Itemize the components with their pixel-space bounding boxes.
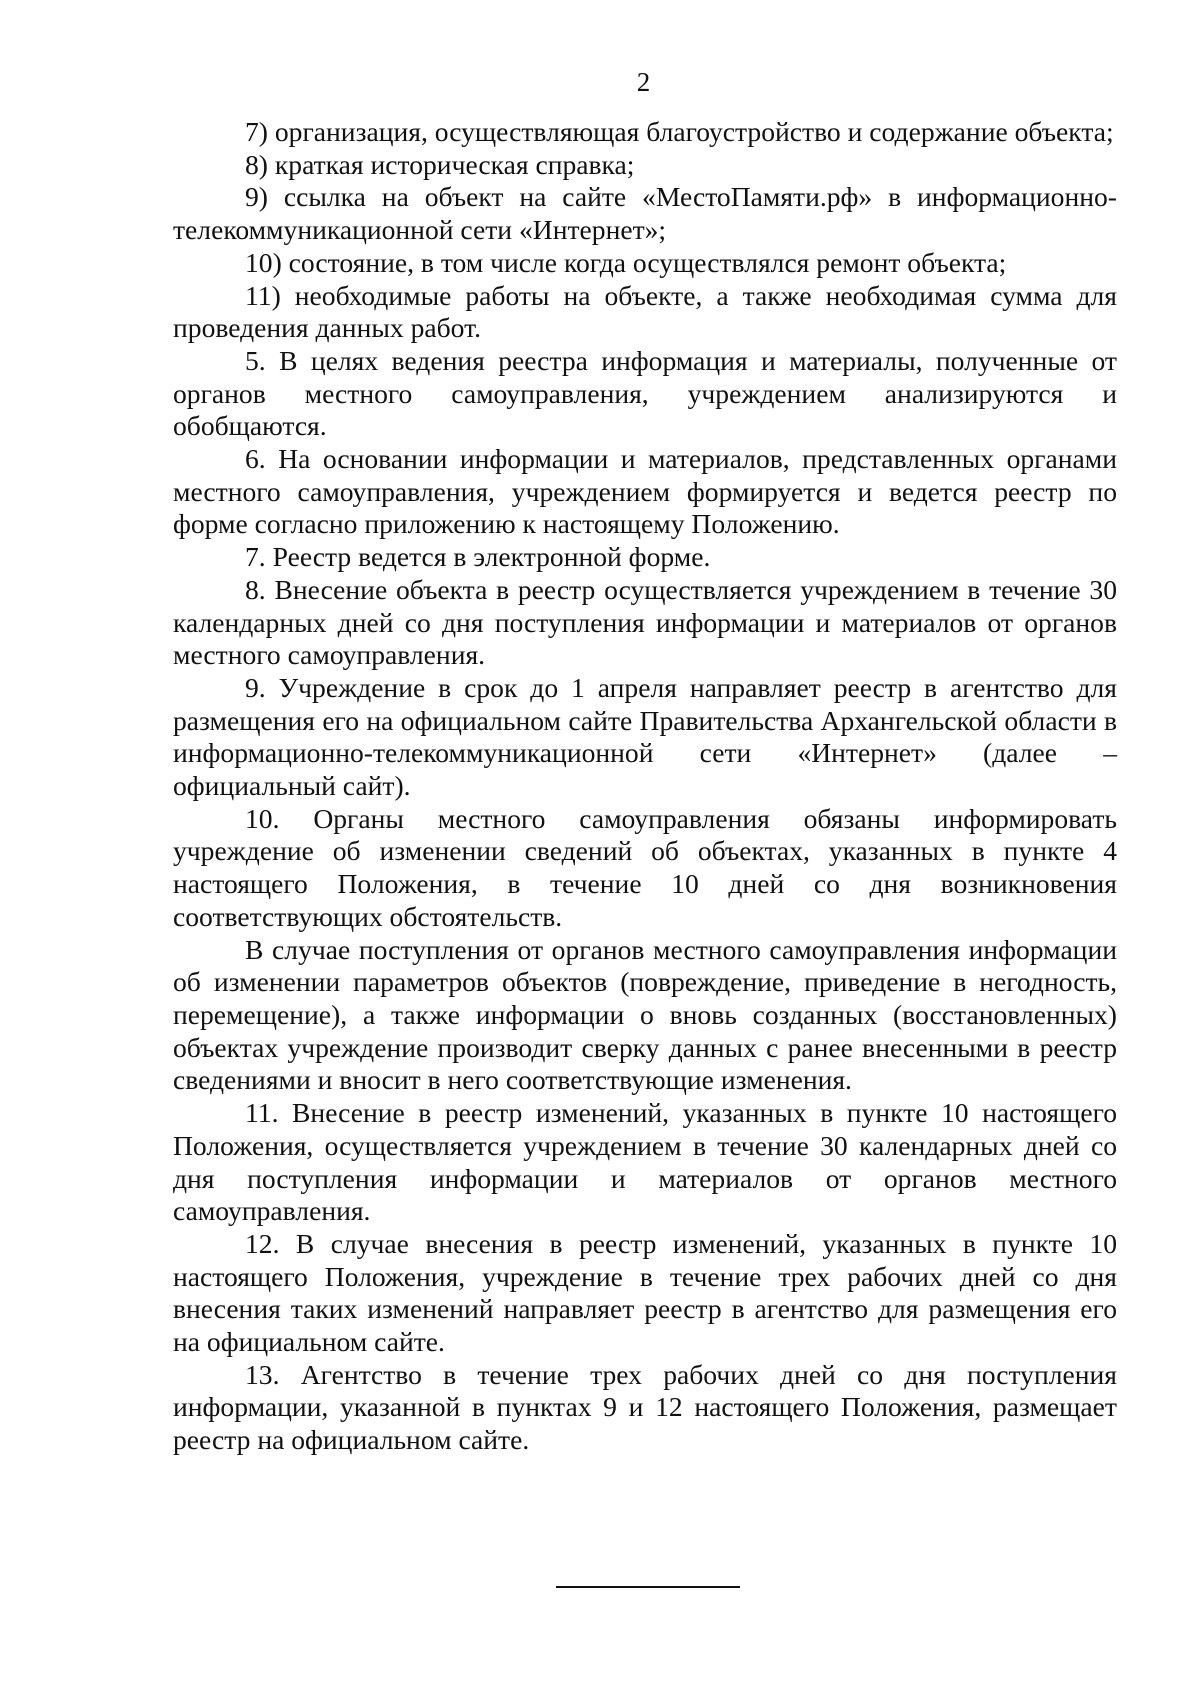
paragraph-item-9: 9) ссылка на объект на сайте «МестоПамяти.рф» в информационно-телекоммуникационной сети «Интернет»; bbox=[173, 181, 1117, 246]
paragraph-clause-11: 11. Внесение в реестр изменений, указанных в пункте 10 настоящего Положения, осуществляется учреждением в течение 30 календарных дней со дня поступления информации и материалов от органов местного самоуправления. bbox=[173, 1097, 1117, 1227]
paragraph-clause-12: 12. В случае внесения в реестр изменений, указанных в пункте 10 настоящего Положения, учреждение в течение трех рабочих дней со дня внесения таких изменений направляет реестр в агентство для размещения его на официальном сайте. bbox=[173, 1227, 1117, 1358]
paragraph-clause-7: 7. Реестр ведется в электронной форме. bbox=[245, 541, 711, 573]
paragraph-item-11: 11) необходимые работы на объекте, а также необходимая сумма для проведения данных работ. bbox=[173, 279, 1117, 344]
document-body bbox=[173, 116, 1117, 1457]
paragraph-item-8: 8) краткая историческая справка; bbox=[245, 148, 635, 180]
paragraph-clause-10: 10. Органы местного самоуправления обязаны информировать учреждение об изменении сведений об объектах, указанных в пункте 4 настоящего Положения, в течение 10 дней со дня возникновения соответствующих обстоятельств. bbox=[173, 802, 1117, 932]
page-number: 2 bbox=[636, 67, 651, 97]
paragraph-clause-5: 5. В целях ведения реестра информация и материалы, полученные от органов местного самоуправления, учреждением анализируются и обобщаются. bbox=[173, 344, 1117, 442]
paragraph-clause-13: 13. Агентство в течение трех рабочих дней со дня поступления информации, указанной в пунктах 9 и 12 настоящего Положения, размещает реестр на официальном сайте. bbox=[173, 1358, 1117, 1456]
paragraph-clause-10-continuation: В случае поступления от органов местного самоуправления информации об изменении параметров объектов (повреждение, приведение в негодность, перемещение), а также информации о вновь созданных (восстановленных) объектах учреждение производит сверку данных с ранее внесенными в реестр сведениями и вносит в него соответствующие изменения. bbox=[173, 933, 1117, 1096]
paragraph-item-10: 10) состояние, в том числе когда осуществлялся ремонт объекта; bbox=[245, 246, 1007, 278]
paragraph-item-7: 7) организация, осуществляющая благоустройство и содержание объекта; bbox=[245, 116, 1114, 147]
paragraph-clause-8: 8. Внесение объекта в реестр осуществляется учреждением в течение 30 календарных дней со дня поступления информации и материалов от органов местного самоуправления. bbox=[173, 573, 1117, 671]
paragraph-clause-6: 6. На основании информации и материалов, представленных органами местного самоуправления, учреждением формируется и ведется реестр по форме согласно приложению к настоящему Положению. bbox=[173, 443, 1117, 540]
end-divider-line bbox=[556, 1586, 740, 1588]
paragraph-clause-9: 9. Учреждение в срок до 1 апреля направляет реестр в агентство для размещения его на официальном сайте Правительства Архангельской области в информационно-телекоммуникационной сети «Интернет» (далее – официальный сайт). bbox=[173, 671, 1117, 802]
